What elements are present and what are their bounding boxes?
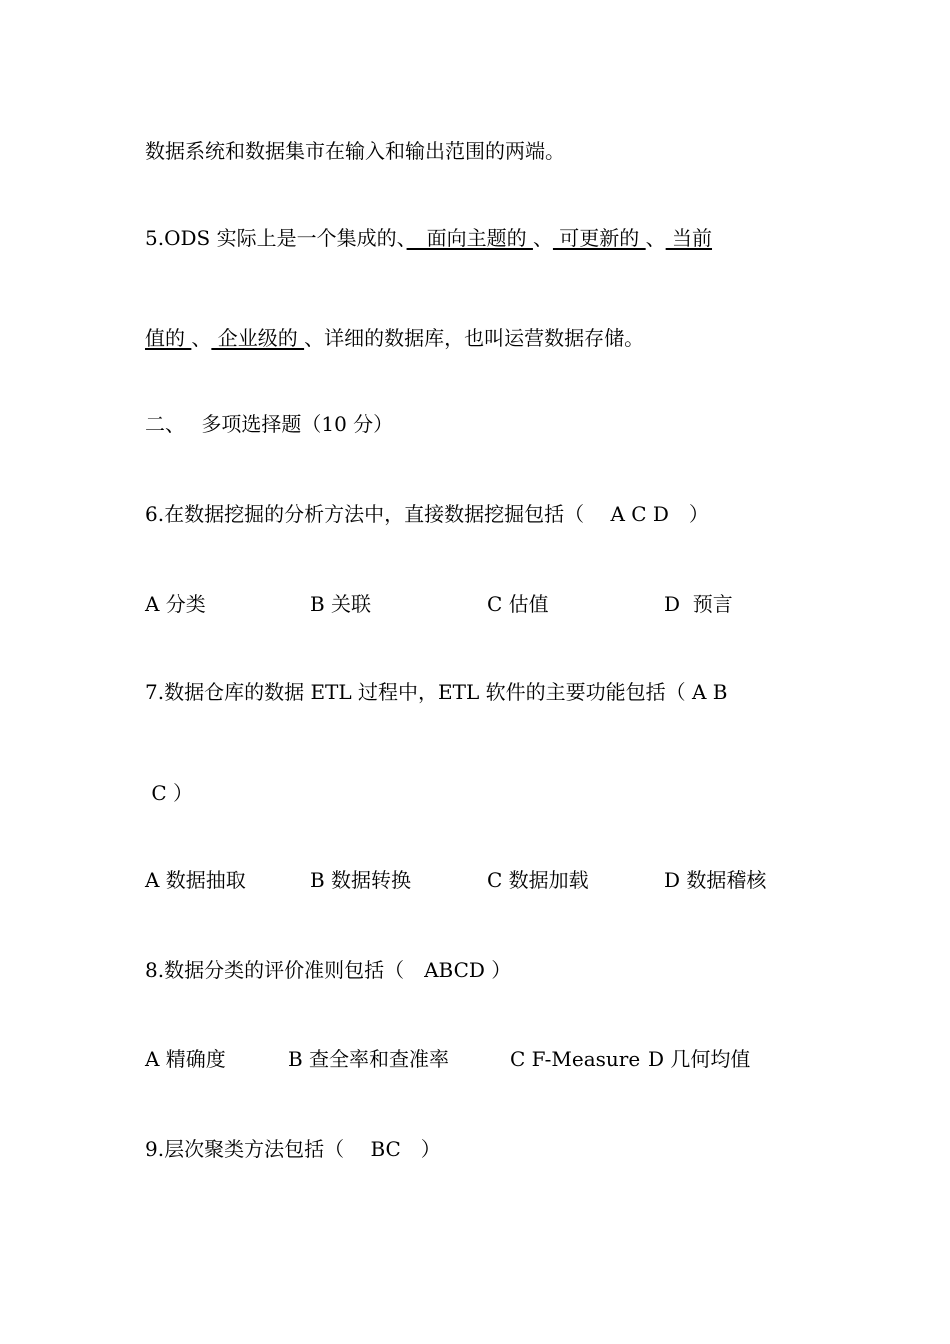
question-6-option-c: C 估值 — [487, 592, 549, 616]
question-5-prefix: 5.ODS 实际上是一个集成的、 — [145, 226, 407, 250]
question-7-stem-cont: C ） — [145, 781, 194, 805]
question-7-option-d: D 数据稽核 — [664, 868, 767, 892]
question-7-option-a: A 数据抽取 — [145, 868, 246, 892]
question-6-option-a: A 分类 — [145, 592, 206, 616]
answer-blank-1: 面向主题的 — [406, 226, 533, 250]
question-6-option-b: B 关联 — [310, 592, 372, 616]
answer-blank-3-cont: 值的 — [145, 326, 192, 350]
question-6-option-d: D 预言 — [664, 592, 733, 616]
section-heading-2: 二、 多项选择题（10 分） — [145, 412, 394, 436]
question-5-line-2 — [145, 324, 644, 352]
answer-blank-4: 企业级的 — [211, 326, 305, 350]
question-8-option-a: A 精确度 — [145, 1047, 226, 1071]
question-7-option-c: C 数据加载 — [487, 868, 589, 892]
question-8-option-d: D 几何均值 — [648, 1047, 751, 1071]
answer-blank-3: 当前 — [665, 226, 713, 250]
question-7-option-b: B 数据转换 — [310, 868, 412, 892]
question-7-stem: 7.数据仓库的数据 ETL 过程中，ETL 软件的主要功能包括（ A B — [145, 680, 728, 704]
question-6-stem: 6.在数据挖掘的分析方法中，直接数据挖掘包括（ A C D ） — [145, 502, 709, 526]
separator: 、 — [645, 226, 666, 250]
question-5-line-1 — [145, 224, 712, 252]
separator: 、 — [532, 226, 553, 250]
separator: 、 — [191, 326, 212, 350]
paragraph-line-1: 数据系统和数据集市在输入和输出范围的两端。 — [145, 139, 565, 163]
question-8-stem: 8.数据分类的评价准则包括（ ABCD ） — [145, 958, 512, 982]
question-8-option-b: B 查全率和查准率 — [288, 1047, 450, 1071]
answer-blank-2: 可更新的 — [552, 226, 646, 250]
question-5-suffix: 、详细的数据库，也叫运营数据存储。 — [304, 326, 645, 350]
question-9-stem: 9.层次聚类方法包括（ BC ） — [145, 1137, 441, 1161]
question-8-option-c: C F-Measure — [510, 1047, 641, 1071]
